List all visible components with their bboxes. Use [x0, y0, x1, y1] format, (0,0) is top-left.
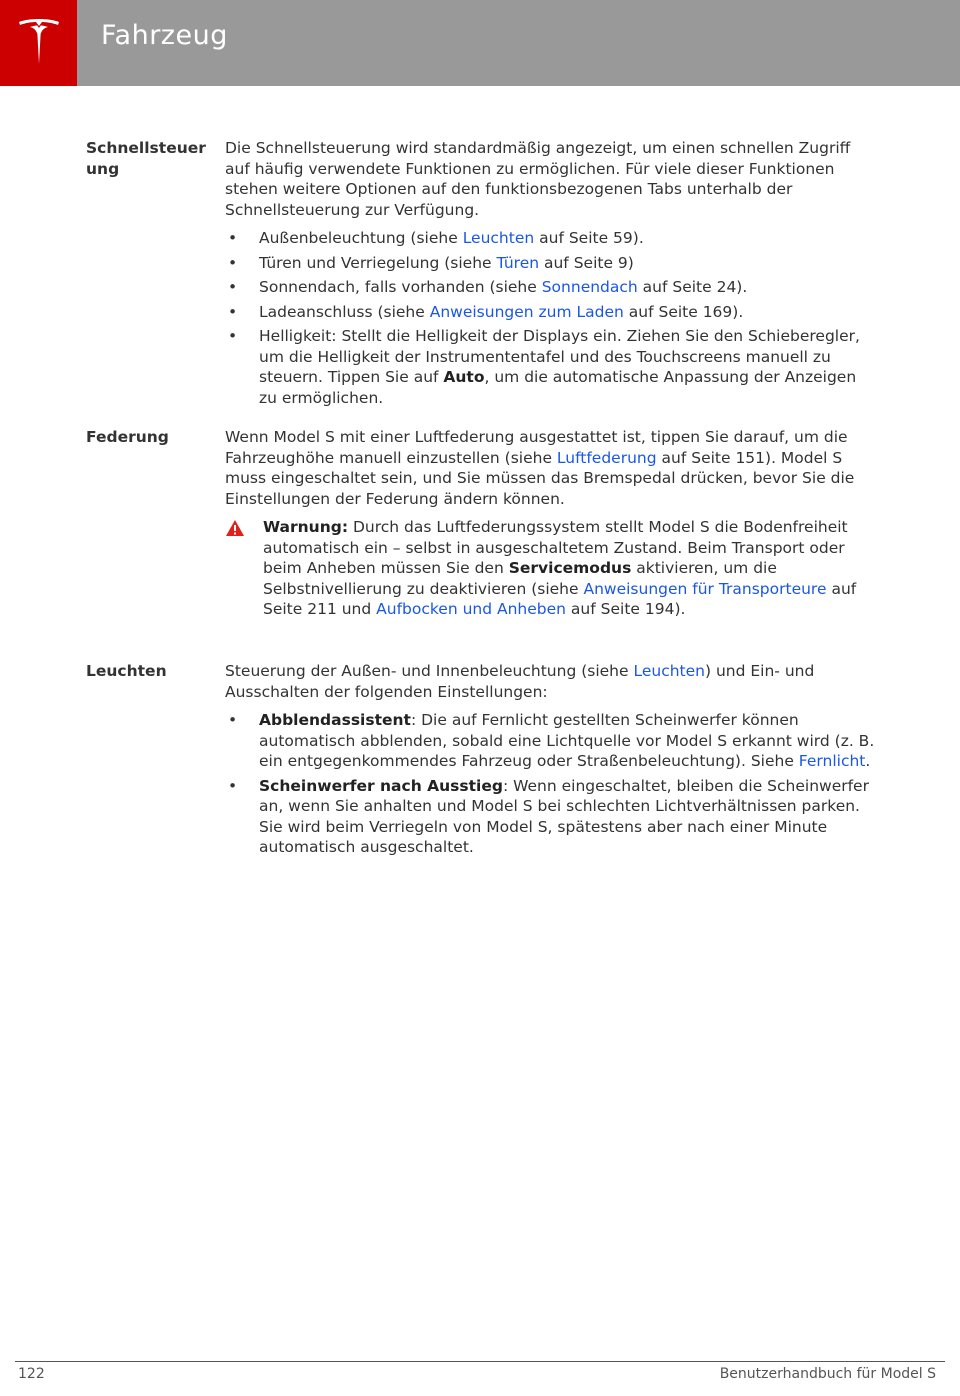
paragraph: Wenn Model S mit einer Luftfederung ausgestattet ist, tippen Sie darauf, um die Fahrzeughöhe manuell einzustellen (siehe Luftfederung auf Seite 151). Model S muss eingeschaltet sein, und Sie müssen das Bremspedal drücken, bevor Sie die Einstellungen der Federung ändern können.: [225, 428, 855, 508]
item-title: Scheinwerfer nach Ausstieg: [259, 776, 503, 795]
section-body: [225, 427, 875, 620]
paragraph: Die Schnellsteuerung wird standardmäßig angezeigt, um einen schnellen Zugriff auf häufig verwendete Funktionen zu ermöglichen. Für viele dieser Funktionen stehen weitere Optionen auf den funktionsbezogenen Tabs unterhalb der Schnellsteuerung zur Verfügung.: [225, 139, 851, 219]
section-label: Leuchten: [86, 662, 167, 680]
link-luftfederung[interactable]: Luftfederung: [556, 448, 657, 467]
servicemodus-label: Servicemodus: [508, 559, 632, 577]
link-aufbocken-anheben[interactable]: Aufbocken und Anheben: [376, 600, 566, 618]
brand-logo: [0, 0, 77, 86]
list-item: • Scheinwerfer nach Ausstieg: Wenn eingeschaltet, bleiben die Scheinwerfer an, wenn Sie anhalten und Model S bei schlechten Lichtverhältnissen parken. Sie wird beim Verriegeln von Model S, spätestens aber nach einer Minute automatisch ausgeschaltet.: [225, 776, 875, 858]
manual-title: Benutzerhandbuch für Model S: [719, 1366, 936, 1382]
link-anweisungen-laden[interactable]: Anweisungen zum Laden: [429, 302, 624, 321]
item-title: Abblendassistent: [259, 711, 411, 729]
section-body: [225, 661, 875, 862]
section-label: Schnellsteuerung: [86, 139, 206, 178]
list-item: • Sonnendach, falls vorhanden (siehe Sonnendach auf Seite 24).: [225, 277, 875, 298]
auto-label: Auto: [443, 368, 485, 386]
link-leuchten[interactable]: Leuchten: [462, 229, 535, 247]
bullet-list: [225, 228, 875, 408]
warning-triangle-icon: [225, 519, 245, 537]
link-fernlicht[interactable]: Fernlicht: [798, 752, 866, 770]
section-body: [225, 138, 875, 412]
list-item: • Helligkeit: Stellt die Helligkeit der Displays ein. Ziehen Sie den Schieberegler, um die Helligkeit der Instrumententafel und des Touchscreens manuell zu steuern. Tippen Sie auf Auto, um die automatische Anpassung der Anzeigen zu ermöglichen.: [225, 326, 875, 408]
tesla-logo-icon: [17, 18, 61, 68]
footer-divider: [15, 1361, 945, 1362]
list-item: • Türen und Verriegelung (siehe Türen auf Seite 9): [225, 253, 875, 274]
page-header: [0, 0, 960, 86]
bullet-list: [225, 710, 875, 858]
list-item: • Abblendassistent: Die auf Fernlicht gestellten Scheinwerfer können automatisch abblenden, sobald eine Lichtquelle vor Model S erkannt wird (z. B. ein entgegenkommendes Fahrzeug oder Straßenbeleuchtung). Siehe Fernlicht.: [225, 710, 875, 772]
list-item: • Ladeanschluss (siehe Anweisungen zum Laden auf Seite 169).: [225, 302, 875, 323]
warning-box: Warnung: Durch das Luftfederungssystem stellt Model S die Bodenfreiheit automatisch ein – selbst in ausgeschaltetem Zustand. Beim Transport oder beim Anheben müssen Sie den Servicemodus aktivieren, um die Selbstnivellierung zu deaktivieren (siehe Anweisungen für Transporteure auf Seite 211 und Aufbocken und Anheben auf Seite 194).: [225, 517, 875, 620]
page-title: Fahrzeug: [101, 20, 228, 51]
section-label: Federung: [86, 428, 169, 446]
paragraph: Steuerung der Außen- und Innenbeleuchtung (siehe Leuchten) und Ein- und Ausschalten der folgenden Einstellungen:: [225, 662, 815, 701]
link-anweisungen-transporteure[interactable]: Anweisungen für Transporteure: [583, 579, 827, 598]
warning-label: Warnung:: [263, 518, 349, 536]
list-item: • Außenbeleuchtung (siehe Leuchten auf Seite 59).: [225, 228, 875, 249]
link-sonnendach[interactable]: Sonnendach: [541, 278, 638, 296]
page-number: 122: [18, 1366, 45, 1382]
link-leuchten[interactable]: Leuchten: [633, 662, 705, 680]
link-tueren[interactable]: Türen: [496, 253, 540, 272]
